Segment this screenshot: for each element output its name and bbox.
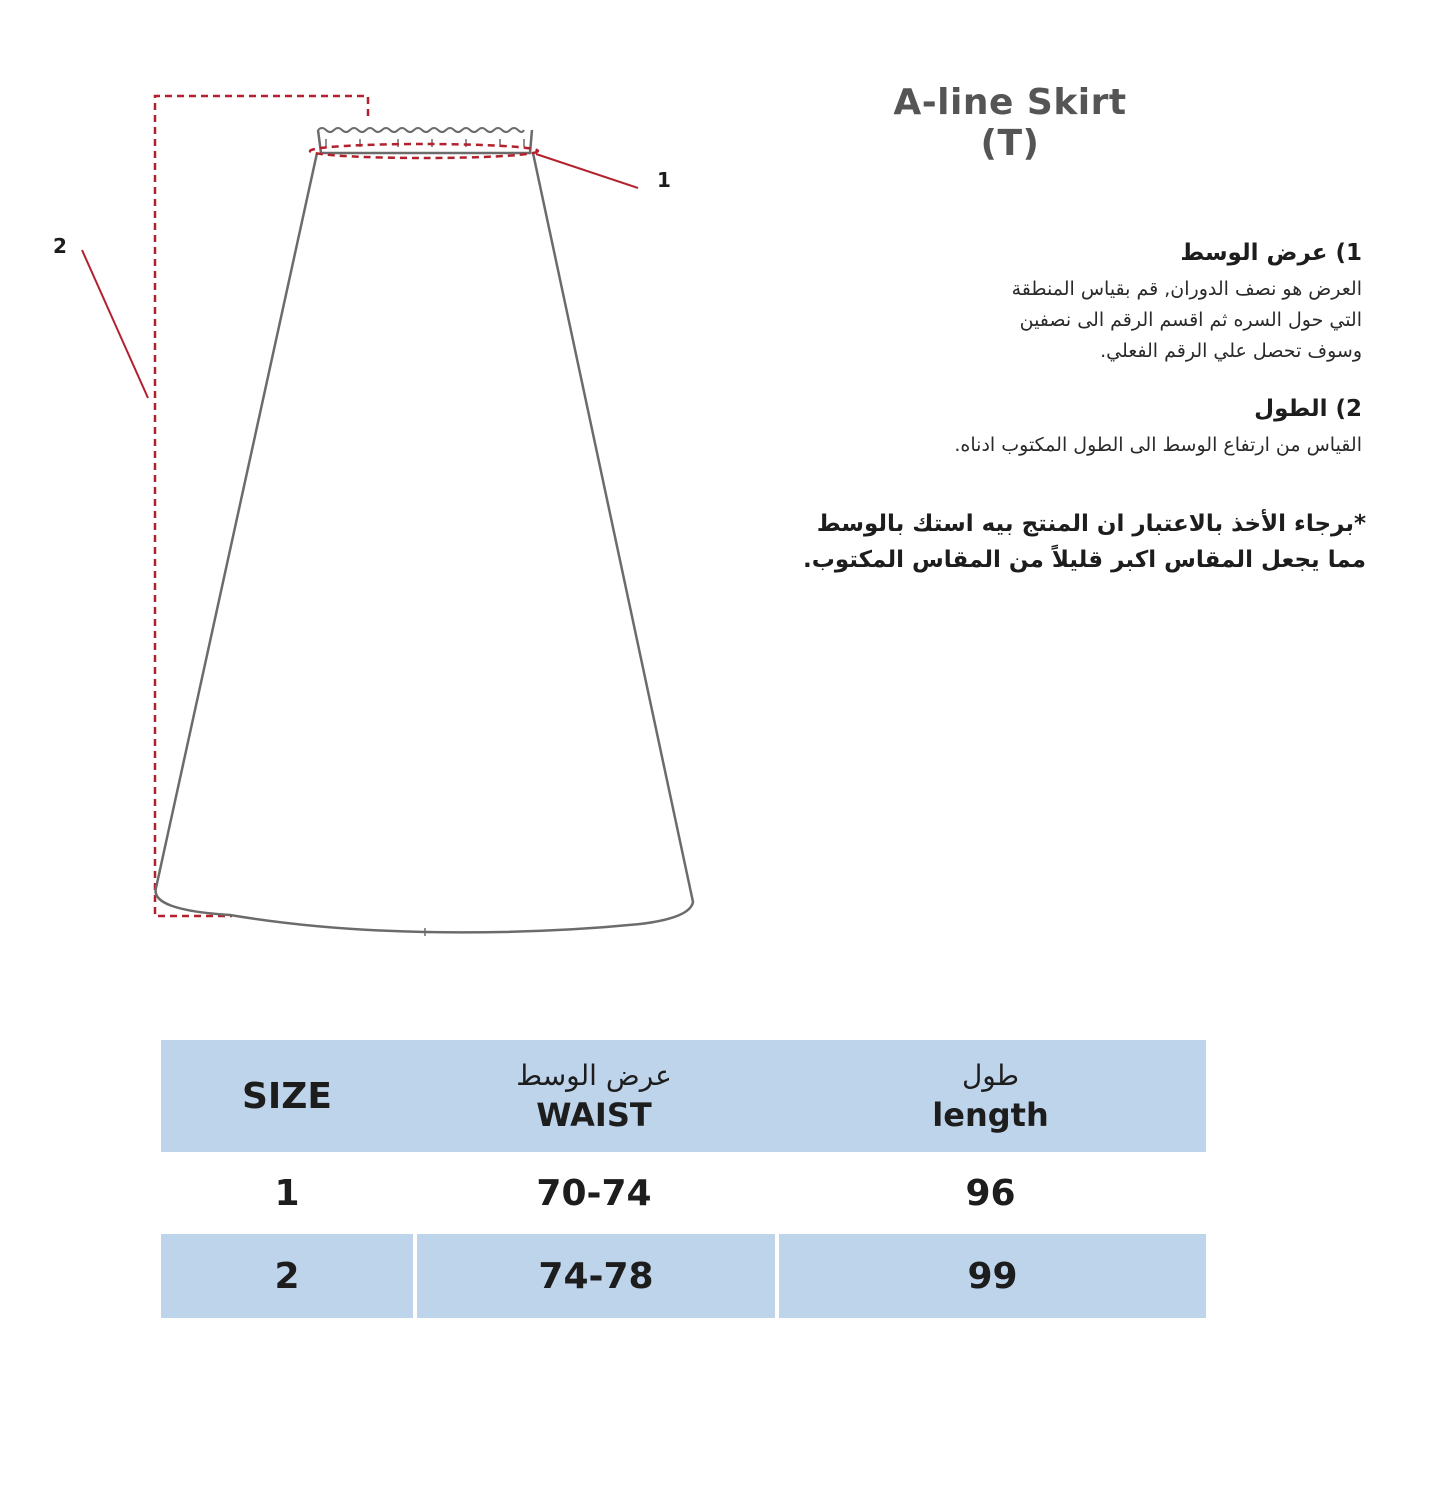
length-measure-guide [155, 96, 368, 916]
table-header-row [161, 1040, 1206, 1152]
skirt-outline [156, 153, 693, 932]
header-waist-arabic: عرض الوسط [516, 1058, 672, 1092]
waist-heading: 1) عرض الوسط [1180, 240, 1362, 266]
length-heading: 2) الطول [1254, 396, 1362, 422]
table-row [161, 1234, 1206, 1318]
waist-measure-guide [310, 144, 538, 158]
elastic-waist-note: *برجاء الأخذ بالاعتبار ان المنتج بيه استك بالوسط مما يجعل المقاس اكبر قليلاً من المقاس المكتوب. [803, 511, 1366, 573]
product-title: A-line Skirt (T) [893, 82, 1127, 164]
callout-number-2: 2 [53, 234, 67, 258]
length-instructions [954, 396, 1362, 461]
cell-size: 2 [161, 1234, 413, 1318]
header-waist-english: WAIST [536, 1095, 652, 1134]
cell-waist: 70-74 [413, 1152, 775, 1234]
callout-line-1 [536, 154, 638, 188]
cell-waist: 74-78 [413, 1234, 775, 1318]
length-description: القياس من ارتفاع الوسط الى الطول المكتوب ادناه. [954, 434, 1362, 456]
cell-size: 1 [161, 1152, 413, 1234]
size-table [161, 1040, 1206, 1318]
skirt-diagram [0, 0, 760, 960]
header-waist [413, 1040, 775, 1152]
cell-length: 96 [775, 1152, 1206, 1234]
header-size [161, 1040, 413, 1152]
callout-line-2 [82, 250, 148, 398]
cell-length: 99 [775, 1234, 1206, 1318]
waist-instructions [1012, 240, 1362, 367]
table-row [161, 1152, 1206, 1234]
waist-description: العرض هو نصف الدوران, قم بقياس المنطقة التي حول السره ثم اقسم الرقم الى نصفين وسوف تحصل علي الرقم الفعلي. [1011, 278, 1362, 362]
callout-number-1: 1 [657, 168, 671, 192]
header-size-label: SIZE [241, 1075, 333, 1117]
header-length [775, 1040, 1206, 1152]
header-length-arabic: طول [961, 1058, 1020, 1092]
waistband-ruffle [318, 128, 524, 132]
header-length-english: length [932, 1095, 1049, 1134]
